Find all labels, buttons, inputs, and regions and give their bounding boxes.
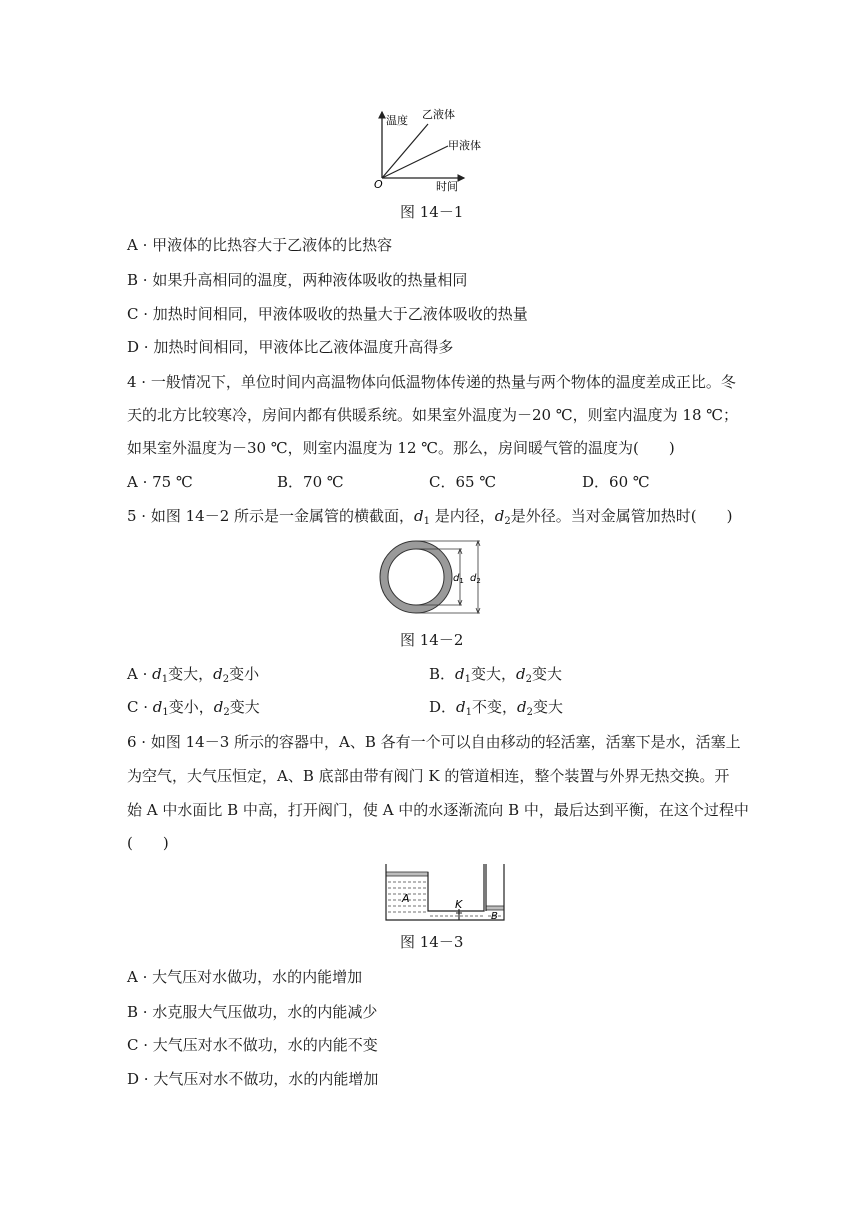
- q3-option-d: D · 加热时间相同，甲液体比乙液体温度升高得多: [127, 338, 454, 356]
- q6-option-c: C · 大气压对水不做功，水的内能不变: [127, 1036, 378, 1054]
- figure-14-1-graph: [368, 106, 498, 196]
- q5-stem: [127, 506, 733, 526]
- q6-option-b: B · 水克服大气压做功，水的内能减少: [127, 1003, 378, 1021]
- line-jia-liquid: [382, 146, 448, 178]
- q4-stem-line3: 如果室外温度为－30 ℃，则室内温度为 12 ℃。那么，房间暖气管的温度为( ): [127, 439, 675, 457]
- q5-stem-d2: d: [494, 507, 505, 525]
- q6-stem-line2: 为空气，大气压恒定，A、B 底部由带有阀门 K 的管道相连，整个装置与外界无热交换。开: [127, 767, 730, 785]
- q5-stem-part3: 是外径。当对金属管加热时( ): [510, 507, 733, 525]
- q6-option-d: D · 大气压对水不做功，水的内能增加: [127, 1070, 379, 1088]
- x-axis-label: 时间: [436, 180, 458, 193]
- q5-options-row2: [127, 697, 564, 718]
- q4-options: [127, 472, 650, 492]
- line-yi-label: 乙液体: [422, 108, 455, 121]
- figure-14-2-caption: 图 14－2: [400, 631, 464, 649]
- piston-b: [486, 906, 504, 910]
- figure-14-1-caption: 图 14－1: [400, 203, 464, 221]
- q4-stem-line2: 天的北方比较寒冷，房间内都有供暖系统。如果室外温度为－20 ℃，则室内温度为 18 ℃；: [127, 406, 739, 424]
- figure-14-3-caption: 图 14－3: [400, 933, 464, 951]
- q6-stem-line4: ( ): [127, 834, 169, 852]
- q4-option-d: D．60 ℃: [582, 473, 650, 491]
- q5-option-b: B．$d_1$变大，$d_2$变大: [429, 665, 563, 685]
- label-d2: $d_2$: [470, 573, 481, 585]
- y-axis-label: 温度: [386, 114, 408, 127]
- q6-option-a: A · 大气压对水做功，水的内能增加: [127, 968, 363, 986]
- q5-stem-part2: 是内径，: [430, 507, 495, 525]
- label-b: B: [491, 911, 498, 922]
- label-d1: $d_1$: [453, 573, 464, 585]
- q4-option-b: B．70 ℃: [277, 473, 344, 491]
- figure-14-2-pipe-cross-section: [370, 534, 500, 620]
- q5-stem-d1-sub: 1: [423, 516, 431, 527]
- q4-stem-line1: 4 · 一般情况下，单位时间内高温物体向低温物体传递的热量与两个物体的温度差成正比。冬: [127, 373, 736, 391]
- q5-option-a: $A \cdot d_1$变大，$d_2$变小: [127, 665, 260, 685]
- origin-label: O: [374, 178, 383, 191]
- q6-stem-line1: 6 · 如图 14－3 所示的容器中，A、B 各有一个可以自由移动的轻活塞，活塞下是水，活塞上: [127, 733, 741, 751]
- line-jia-label: 甲液体: [448, 139, 481, 152]
- figure-14-3-container: [383, 862, 509, 926]
- piston-a: [386, 872, 428, 876]
- q4-option-a: A · 75 ℃: [127, 473, 193, 491]
- q5-stem-d2-sub: 2: [504, 516, 511, 527]
- q3-option-c: C · 加热时间相同，甲液体吸收的热量大于乙液体吸收的热量: [127, 305, 528, 323]
- q5-option-d: D．$d_1$不变，$d_2$变大: [429, 698, 564, 718]
- q3-option-b: B · 如果升高相同的温度，两种液体吸收的热量相同: [127, 271, 468, 289]
- label-a: A: [402, 892, 410, 905]
- q5-options-row1: [127, 664, 563, 685]
- q5-option-c: $C \cdot d_1$变小，$d_2$变大: [127, 698, 260, 718]
- label-k: K: [455, 898, 463, 911]
- pipe-inner-hole: [388, 549, 444, 605]
- line-yi-liquid: [382, 124, 428, 178]
- q5-stem-part1: 5 · 如图 14－2 所示是一金属管的横截面，: [127, 507, 415, 525]
- q3-option-a: A · 甲液体的比热容大于乙液体的比热容: [127, 236, 393, 254]
- q5-stem-d1: d: [414, 507, 424, 525]
- q6-stem-line3: 始 A 中水面比 B 中高，打开阀门，使 A 中的水逐渐流向 B 中，最后达到平衡，在这个过程中: [127, 801, 749, 819]
- q4-option-c: C．65 ℃: [429, 473, 497, 491]
